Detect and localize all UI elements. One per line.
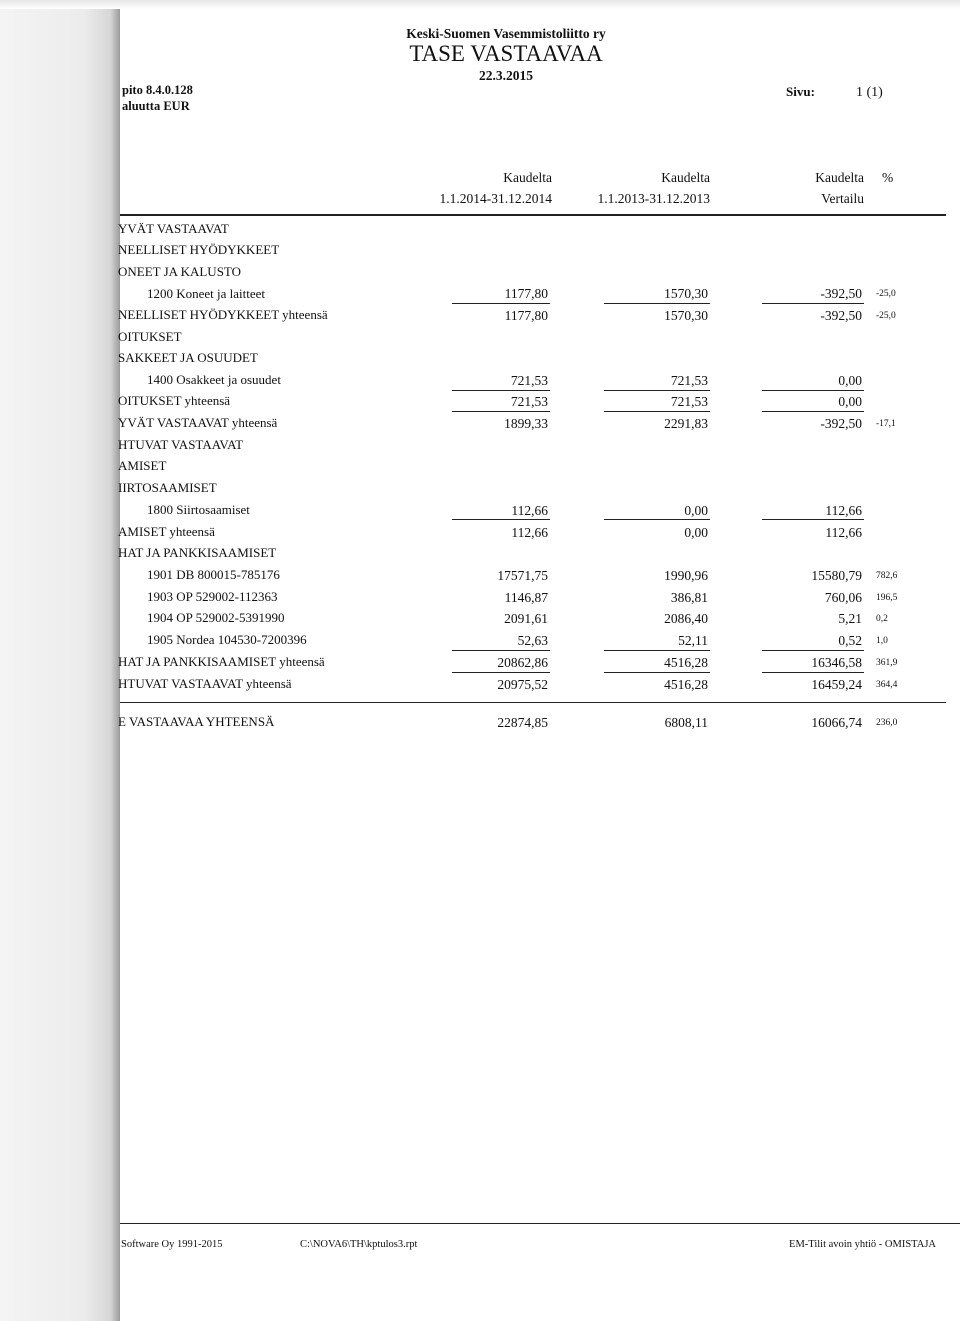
- page-label: Sivu:: [786, 84, 815, 99]
- value-compare: 0,00: [838, 373, 862, 388]
- col1-header-period: Kaudelta: [503, 170, 552, 185]
- row-label: YVÄT VASTAAVAT: [118, 221, 229, 236]
- value-2013: 4516,28: [664, 677, 708, 692]
- value-2013: 0,00: [684, 525, 708, 540]
- subtotal-label: YVÄT VASTAAVAT yhteensä: [118, 415, 278, 430]
- page-number: 1 (1): [856, 85, 883, 100]
- value-2013: 1570,30: [664, 286, 708, 301]
- row-label: AMISET: [118, 458, 167, 473]
- value-2014: 1146,87: [504, 590, 548, 605]
- value-2014: 17571,75: [497, 568, 548, 583]
- value-2013: 721,53: [670, 373, 708, 388]
- value-compare: 16066,74: [811, 715, 862, 730]
- sum-rule: [452, 390, 550, 391]
- value-compare: 760,06: [824, 590, 862, 605]
- value-2014: 20862,86: [497, 655, 548, 670]
- value-2013: 1990,96: [664, 568, 708, 583]
- sum-rule: [762, 672, 864, 673]
- value-percent: 782,6: [876, 571, 898, 581]
- col2-header-range: 1.1.2013-31.12.2013: [597, 191, 710, 206]
- scan-shadow-top: [0, 0, 960, 9]
- sum-rule: [452, 672, 550, 673]
- account-label: 1905 Nordea 104530-7200396: [147, 632, 307, 647]
- value-2014: 1177,80: [504, 308, 548, 323]
- value-compare: 15580,79: [811, 568, 862, 583]
- col3-header-compare: Vertailu: [821, 191, 864, 206]
- value-compare: 16346,58: [811, 655, 862, 670]
- value-2014: 112,66: [511, 525, 548, 540]
- subtotal-label: NEELLISET HYÖDYKKEET yhteensä: [118, 307, 328, 322]
- value-2014: 2091,61: [504, 611, 548, 626]
- percent-header: %: [882, 170, 894, 185]
- footer-company: EM-Tilit avoin yhtiö - OMISTAJA: [789, 1239, 936, 1250]
- sum-rule: [762, 390, 864, 391]
- value-2013: 1570,30: [664, 308, 708, 323]
- col3-header-period: Kaudelta: [815, 170, 864, 185]
- organization-name: Keski-Suomen Vasemmistoliitto ry: [406, 26, 606, 41]
- value-2013: 6808,11: [664, 715, 708, 730]
- sum-rule: [604, 390, 710, 391]
- value-percent: 236,0: [876, 718, 898, 728]
- value-compare: 16459,24: [811, 677, 862, 692]
- value-2014: 22874,85: [497, 715, 548, 730]
- value-percent: 196,5: [876, 593, 898, 603]
- value-2014: 20975,52: [497, 677, 548, 692]
- value-compare: 112,66: [825, 503, 862, 518]
- value-compare: 112,66: [825, 525, 862, 540]
- sum-rule: [762, 519, 864, 520]
- footer-rule: [120, 1223, 960, 1224]
- sum-rule: [604, 650, 710, 651]
- sum-rule: [452, 411, 550, 412]
- sum-rule: [604, 519, 710, 520]
- value-percent: 0,2: [876, 614, 888, 624]
- value-compare: 5,21: [838, 611, 862, 626]
- account-label: 1901 DB 800015-785176: [147, 567, 280, 582]
- row-label: HAT JA PANKKISAAMISET: [118, 545, 277, 560]
- row-label: OITUKSET: [118, 329, 182, 344]
- value-2013: 721,53: [670, 394, 708, 409]
- value-2014: 721,53: [510, 373, 548, 388]
- sum-rule: [604, 672, 710, 673]
- sum-rule: [452, 519, 550, 520]
- row-label: SAKKEET JA OSUUDET: [118, 350, 258, 365]
- value-percent: 364,4: [876, 680, 898, 690]
- sum-rule: [452, 303, 550, 304]
- report-date: 22.3.2015: [479, 68, 533, 83]
- subtotal-label: OITUKSET yhteensä: [118, 393, 231, 408]
- scan-shadow: [0, 0, 120, 1321]
- footer-copyright: Software Oy 1991-2015: [121, 1239, 223, 1250]
- account-label: 1904 OP 529002-5391990: [147, 610, 285, 625]
- sum-rule: [762, 411, 864, 412]
- account-label: 1200 Koneet ja laitteet: [147, 286, 266, 301]
- header-rule: [120, 214, 946, 216]
- value-2013: 386,81: [670, 590, 708, 605]
- value-percent: -17,1: [876, 419, 896, 429]
- value-percent: -25,0: [876, 289, 896, 299]
- subtotal-label: HTUVAT VASTAAVAT yhteensä: [118, 676, 292, 691]
- account-label: 1903 OP 529002-112363: [147, 589, 278, 604]
- sum-rule: [604, 411, 710, 412]
- value-2014: 1177,80: [504, 286, 548, 301]
- value-percent: 361,9: [876, 658, 898, 668]
- subtotal-label: AMISET yhteensä: [118, 524, 215, 539]
- value-compare: 0,00: [838, 394, 862, 409]
- program-version: pito 8.4.0.128: [122, 83, 193, 97]
- sum-rule: [762, 303, 864, 304]
- value-2013: 0,00: [684, 503, 708, 518]
- value-compare: -392,50: [820, 416, 862, 431]
- subtotal-label: HAT JA PANKKISAAMISET yhteensä: [118, 654, 325, 669]
- col1-header-range: 1.1.2014-31.12.2014: [439, 191, 552, 206]
- value-compare: -392,50: [820, 286, 862, 301]
- row-label: NEELLISET HYÖDYKKEET: [118, 242, 280, 257]
- value-2014: 721,53: [510, 394, 548, 409]
- value-compare: -392,50: [820, 308, 862, 323]
- col2-header-period: Kaudelta: [661, 170, 710, 185]
- value-percent: 1,0: [876, 636, 888, 646]
- account-label: 1800 Siirtosaamiset: [147, 502, 250, 517]
- sum-rule: [762, 650, 864, 651]
- currency-label: aluutta EUR: [122, 99, 190, 113]
- row-label: ONEET JA KALUSTO: [118, 264, 242, 279]
- row-label: IIRTOSAAMISET: [118, 480, 217, 495]
- value-2014: 112,66: [511, 503, 548, 518]
- value-2013: 4516,28: [664, 655, 708, 670]
- grand-total-label: E VASTAAVAA YHTEENSÄ: [118, 714, 275, 729]
- value-2013: 2291,83: [664, 416, 708, 431]
- value-2014: 52,63: [517, 633, 548, 648]
- total-rule: [120, 702, 946, 703]
- sum-rule: [452, 650, 550, 651]
- report-title: TASE VASTAAVAA: [409, 41, 603, 66]
- row-label: HTUVAT VASTAAVAT: [118, 437, 244, 452]
- value-2013: 52,11: [678, 633, 708, 648]
- sum-rule: [604, 303, 710, 304]
- account-label: 1400 Osakkeet ja osuudet: [147, 372, 281, 387]
- value-compare: 0,52: [838, 633, 862, 648]
- value-percent: -25,0: [876, 311, 896, 321]
- value-2014: 1899,33: [504, 416, 548, 431]
- footer-filepath: C:\NOVA6\TH\kptulos3.rpt: [300, 1239, 418, 1250]
- value-2013: 2086,40: [664, 611, 708, 626]
